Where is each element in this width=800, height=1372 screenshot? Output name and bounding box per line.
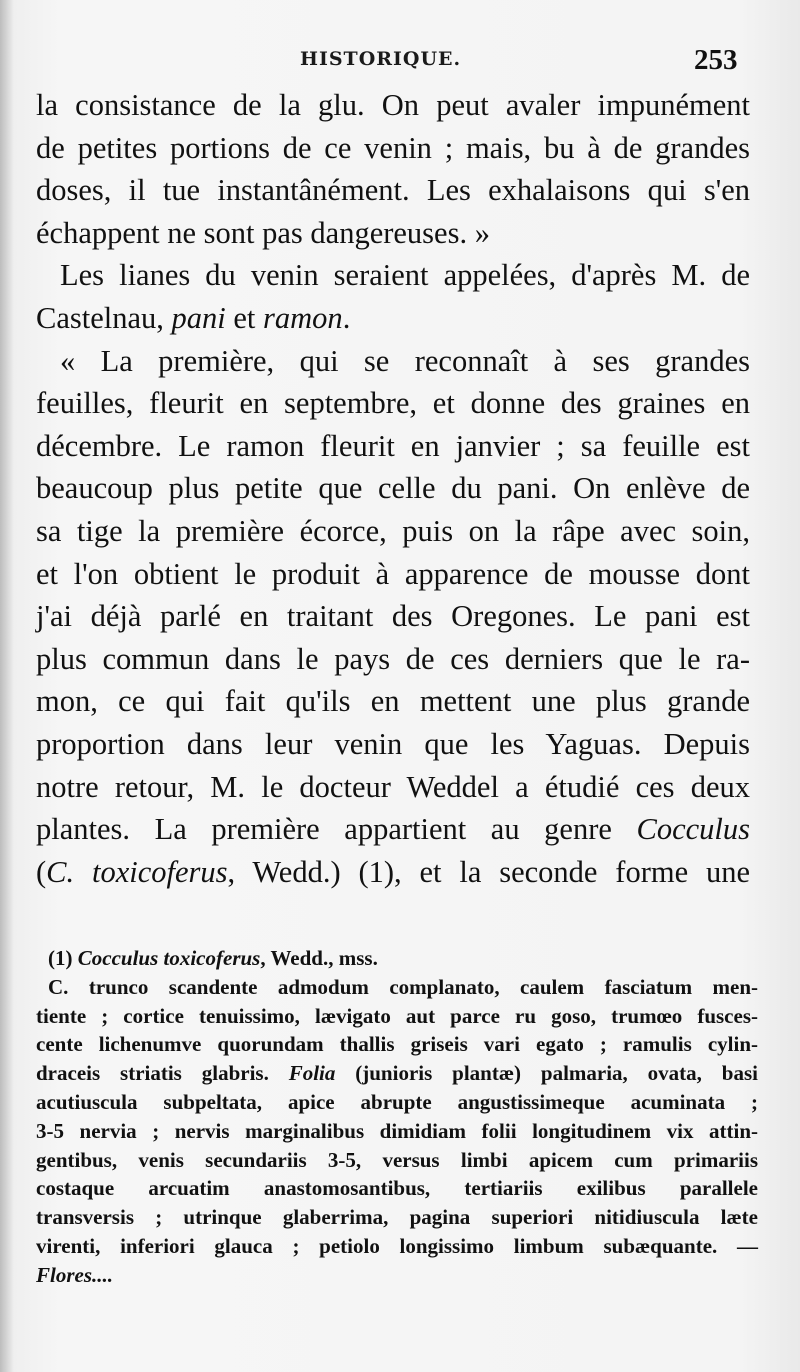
footnote-line (36, 1059, 758, 1088)
body-text: Castelnau, (36, 300, 172, 335)
body-line (36, 382, 750, 425)
body-italic-text: pani (171, 300, 226, 335)
body-line (36, 808, 750, 851)
footnote-text: (junioris plantæ) palmaria, ovata, basi (335, 1061, 758, 1086)
footnote-line (36, 1232, 758, 1261)
footnote (36, 944, 758, 1290)
body-text: et l'on obtient le produit à apparence de mousse dont (36, 556, 750, 591)
body-italic-text: Cocculus (636, 812, 750, 847)
footnote-line (36, 944, 758, 973)
body-text: proportion dans leur venin que les Yaguas. Depuis (36, 726, 750, 761)
body-line (36, 723, 750, 766)
body-line (36, 851, 750, 894)
footnote-text: tiente ; cortice tenuissimo, lævigato aut parce ru goso, trumœo fusces- (36, 1003, 758, 1028)
body-text: échappent ne sont pas dangereuses. » (36, 215, 490, 250)
body-line (36, 297, 750, 340)
body-text: beaucoup plus petite que celle du pani. On enlève de (36, 471, 750, 506)
body-italic-text: C. toxicoferus (46, 854, 228, 889)
footnote-text: 3-5 nervia ; nervis marginalibus dimidiam folii longitudinem vix attin- (36, 1118, 758, 1143)
footnote-line (36, 1117, 758, 1146)
footnote-text: (1) (48, 946, 78, 970)
body-text: notre retour, M. le docteur Weddel a étudié ces deux (36, 769, 750, 804)
body-text: décembre. Le ramon fleurit en janvier ; sa feuille est (36, 428, 750, 463)
body-text: « La première, qui se reconnaît à ses grandes (60, 343, 750, 378)
body-text: de petites portions de ce venin ; mais, bu à de grandes (36, 130, 750, 165)
body-text: . (342, 300, 351, 335)
footnote-line (36, 1203, 758, 1232)
footnote-text: gentibus, venis secundariis 3-5, versus limbi apicem cum primariis (36, 1147, 758, 1172)
footnote-text: acutiuscula subpeltata, apice abrupte angustissimeque acuminata ; (36, 1089, 758, 1114)
body-text: sa tige la première écorce, puis on la râpe avec soin, (36, 513, 750, 548)
body-text: plantes. La première appartient au genre (36, 812, 637, 847)
body-text: et (225, 300, 264, 335)
body-text: , Wedd.) (1), et la seconde forme une (227, 854, 750, 889)
footnote-text: C. trunco scandente admodum complanato, caulem fasciatum men- (48, 974, 758, 999)
body-text: plus commun dans le pays de ces derniers que le ra- (36, 641, 750, 676)
body-line (36, 553, 750, 596)
footnote-line (36, 1261, 758, 1290)
body-line (36, 212, 750, 255)
footnote-text: , Wedd., mss. (260, 946, 378, 970)
footnote-line (36, 1002, 758, 1031)
footnote-line (36, 1030, 758, 1059)
body-line (36, 595, 750, 638)
body-line (36, 254, 750, 297)
running-head: HISTORIQUE. (300, 48, 462, 70)
body-line (36, 84, 750, 127)
body-line (36, 127, 750, 170)
footnote-text: transversis ; utrinque glaberrima, pagina superiori nitidiuscula læte (36, 1205, 758, 1230)
footnote-line (36, 1088, 758, 1117)
body-line (36, 766, 750, 809)
body-line (36, 510, 750, 553)
body-text: Les lianes du venin seraient appelées, d'après M. de (60, 258, 750, 293)
body-text: j'ai déjà parlé en traitant des Oregones. Le pani est (36, 599, 750, 634)
footnote-text: virenti, inferiori glauca ; petiolo longissimo limbum subæquante. — (36, 1233, 758, 1258)
footnote-italic-text: Folia (288, 1061, 336, 1086)
body-line (36, 169, 750, 212)
body-text: feuilles, fleurit en septembre, et donne des graines en (36, 386, 750, 421)
footnote-line (36, 1174, 758, 1203)
page-number: 253 (694, 44, 738, 76)
footnote-line (36, 973, 758, 1002)
body-line (36, 680, 750, 723)
body-line (36, 467, 750, 510)
body-line (36, 425, 750, 468)
footnote-text: draceis striatis glabris. (36, 1061, 289, 1086)
body-text: la consistance de la glu. On peut avaler impunément (36, 88, 750, 122)
body-text: doses, il tue instantânément. Les exhalaisons qui s'en (36, 173, 750, 208)
page-header (0, 44, 800, 80)
footnote-line (36, 1146, 758, 1175)
body-text: mon, ce qui fait qu'ils en mettent une plus grande (36, 684, 750, 719)
footnote-italic-text: Cocculus toxicoferus (77, 946, 261, 970)
footnote-text: costaque arcuatim anastomosantibus, tertiariis exilibus parallele (36, 1176, 758, 1201)
body-line (36, 340, 750, 383)
body-text: ( (36, 854, 47, 889)
body-line (36, 638, 750, 681)
footnote-text: cente lichenumve quorundam thallis griseis vari egato ; ramulis cylin- (36, 1032, 758, 1057)
body-text (36, 84, 750, 893)
footnote-italic-text: Flores.... (36, 1262, 114, 1287)
body-italic-text: ramon (263, 300, 343, 335)
